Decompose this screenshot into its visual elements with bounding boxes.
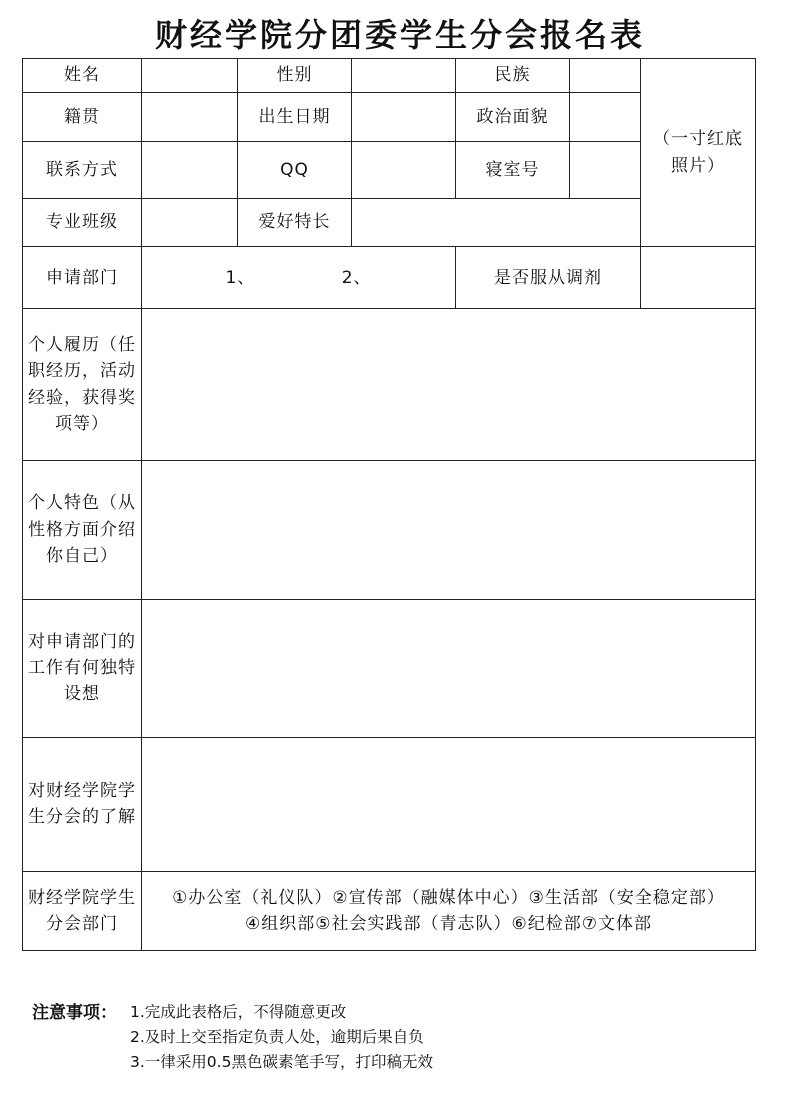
notes-section bbox=[32, 1000, 772, 1074]
native-place-field[interactable] bbox=[142, 93, 238, 142]
photo-box[interactable] bbox=[641, 59, 756, 247]
dorm-field[interactable] bbox=[570, 142, 641, 199]
apply-dept-field[interactable] bbox=[142, 247, 456, 309]
gender-field[interactable] bbox=[352, 59, 456, 93]
note-item: 2.及时上交至指定负责人处，逾期后果自负 bbox=[130, 1027, 424, 1046]
label-vision: 对申请部门的工作有何独特设想 bbox=[23, 599, 142, 737]
department-line-1: ①办公室（礼仪队）②宣传部（融媒体中心）③生活部（安全稳定部） bbox=[172, 887, 725, 908]
ethnicity-field[interactable] bbox=[570, 59, 641, 93]
name-field[interactable] bbox=[142, 59, 238, 93]
resume-field[interactable] bbox=[142, 309, 756, 461]
birth-date-field[interactable] bbox=[352, 93, 456, 142]
contact-field[interactable] bbox=[142, 142, 238, 199]
label-hobbies: 爱好特长 bbox=[238, 199, 352, 247]
major-class-field[interactable] bbox=[142, 199, 238, 247]
label-apply-dept: 申请部门 bbox=[23, 247, 142, 309]
label-understanding: 对财经学院学生分会的了解 bbox=[23, 737, 142, 871]
label-qq: QQ bbox=[238, 142, 352, 199]
label-accept-transfer: 是否服从调剂 bbox=[456, 247, 641, 309]
label-contact: 联系方式 bbox=[23, 142, 142, 199]
character-field[interactable] bbox=[142, 461, 756, 599]
understanding-field[interactable] bbox=[142, 737, 756, 871]
label-character: 个人特色（从性格方面介绍你自己） bbox=[23, 461, 142, 599]
label-dorm: 寝室号 bbox=[456, 142, 570, 199]
choice-2: 2、 bbox=[341, 267, 372, 288]
choice-1: 1、 bbox=[225, 267, 256, 288]
hobbies-field[interactable] bbox=[352, 199, 641, 247]
registration-table bbox=[22, 58, 756, 951]
label-gender: 性别 bbox=[238, 59, 352, 93]
vision-field[interactable] bbox=[142, 599, 756, 737]
qq-field[interactable] bbox=[352, 142, 456, 199]
label-birth-date: 出生日期 bbox=[238, 93, 352, 142]
label-political-status: 政治面貌 bbox=[456, 93, 570, 142]
political-status-field[interactable] bbox=[570, 93, 641, 142]
label-name: 姓名 bbox=[23, 59, 142, 93]
label-resume: 个人履历（任职经历，活动经验，获得奖项等） bbox=[23, 309, 142, 461]
accept-transfer-field[interactable] bbox=[641, 247, 756, 309]
label-departments: 财经学院学生分会部门 bbox=[23, 871, 142, 950]
notes-heading: 注意事项： bbox=[32, 1003, 117, 1023]
note-item: 3.一律采用0.5黑色碳素笔手写，打印稿无效 bbox=[130, 1052, 433, 1071]
photo-label: （一寸红底照片） bbox=[653, 129, 743, 176]
label-ethnicity: 民族 bbox=[456, 59, 570, 93]
department-line-2: ④组织部⑤社会实践部（青志队）⑥纪检部⑦文体部 bbox=[245, 913, 652, 934]
label-major-class: 专业班级 bbox=[23, 199, 142, 247]
form-title: 财经学院分团委学生分会报名表 bbox=[154, 16, 645, 54]
department-options bbox=[142, 871, 756, 950]
label-native-place: 籍贯 bbox=[23, 93, 142, 142]
note-item: 1.完成此表格后，不得随意更改 bbox=[130, 1003, 347, 1021]
